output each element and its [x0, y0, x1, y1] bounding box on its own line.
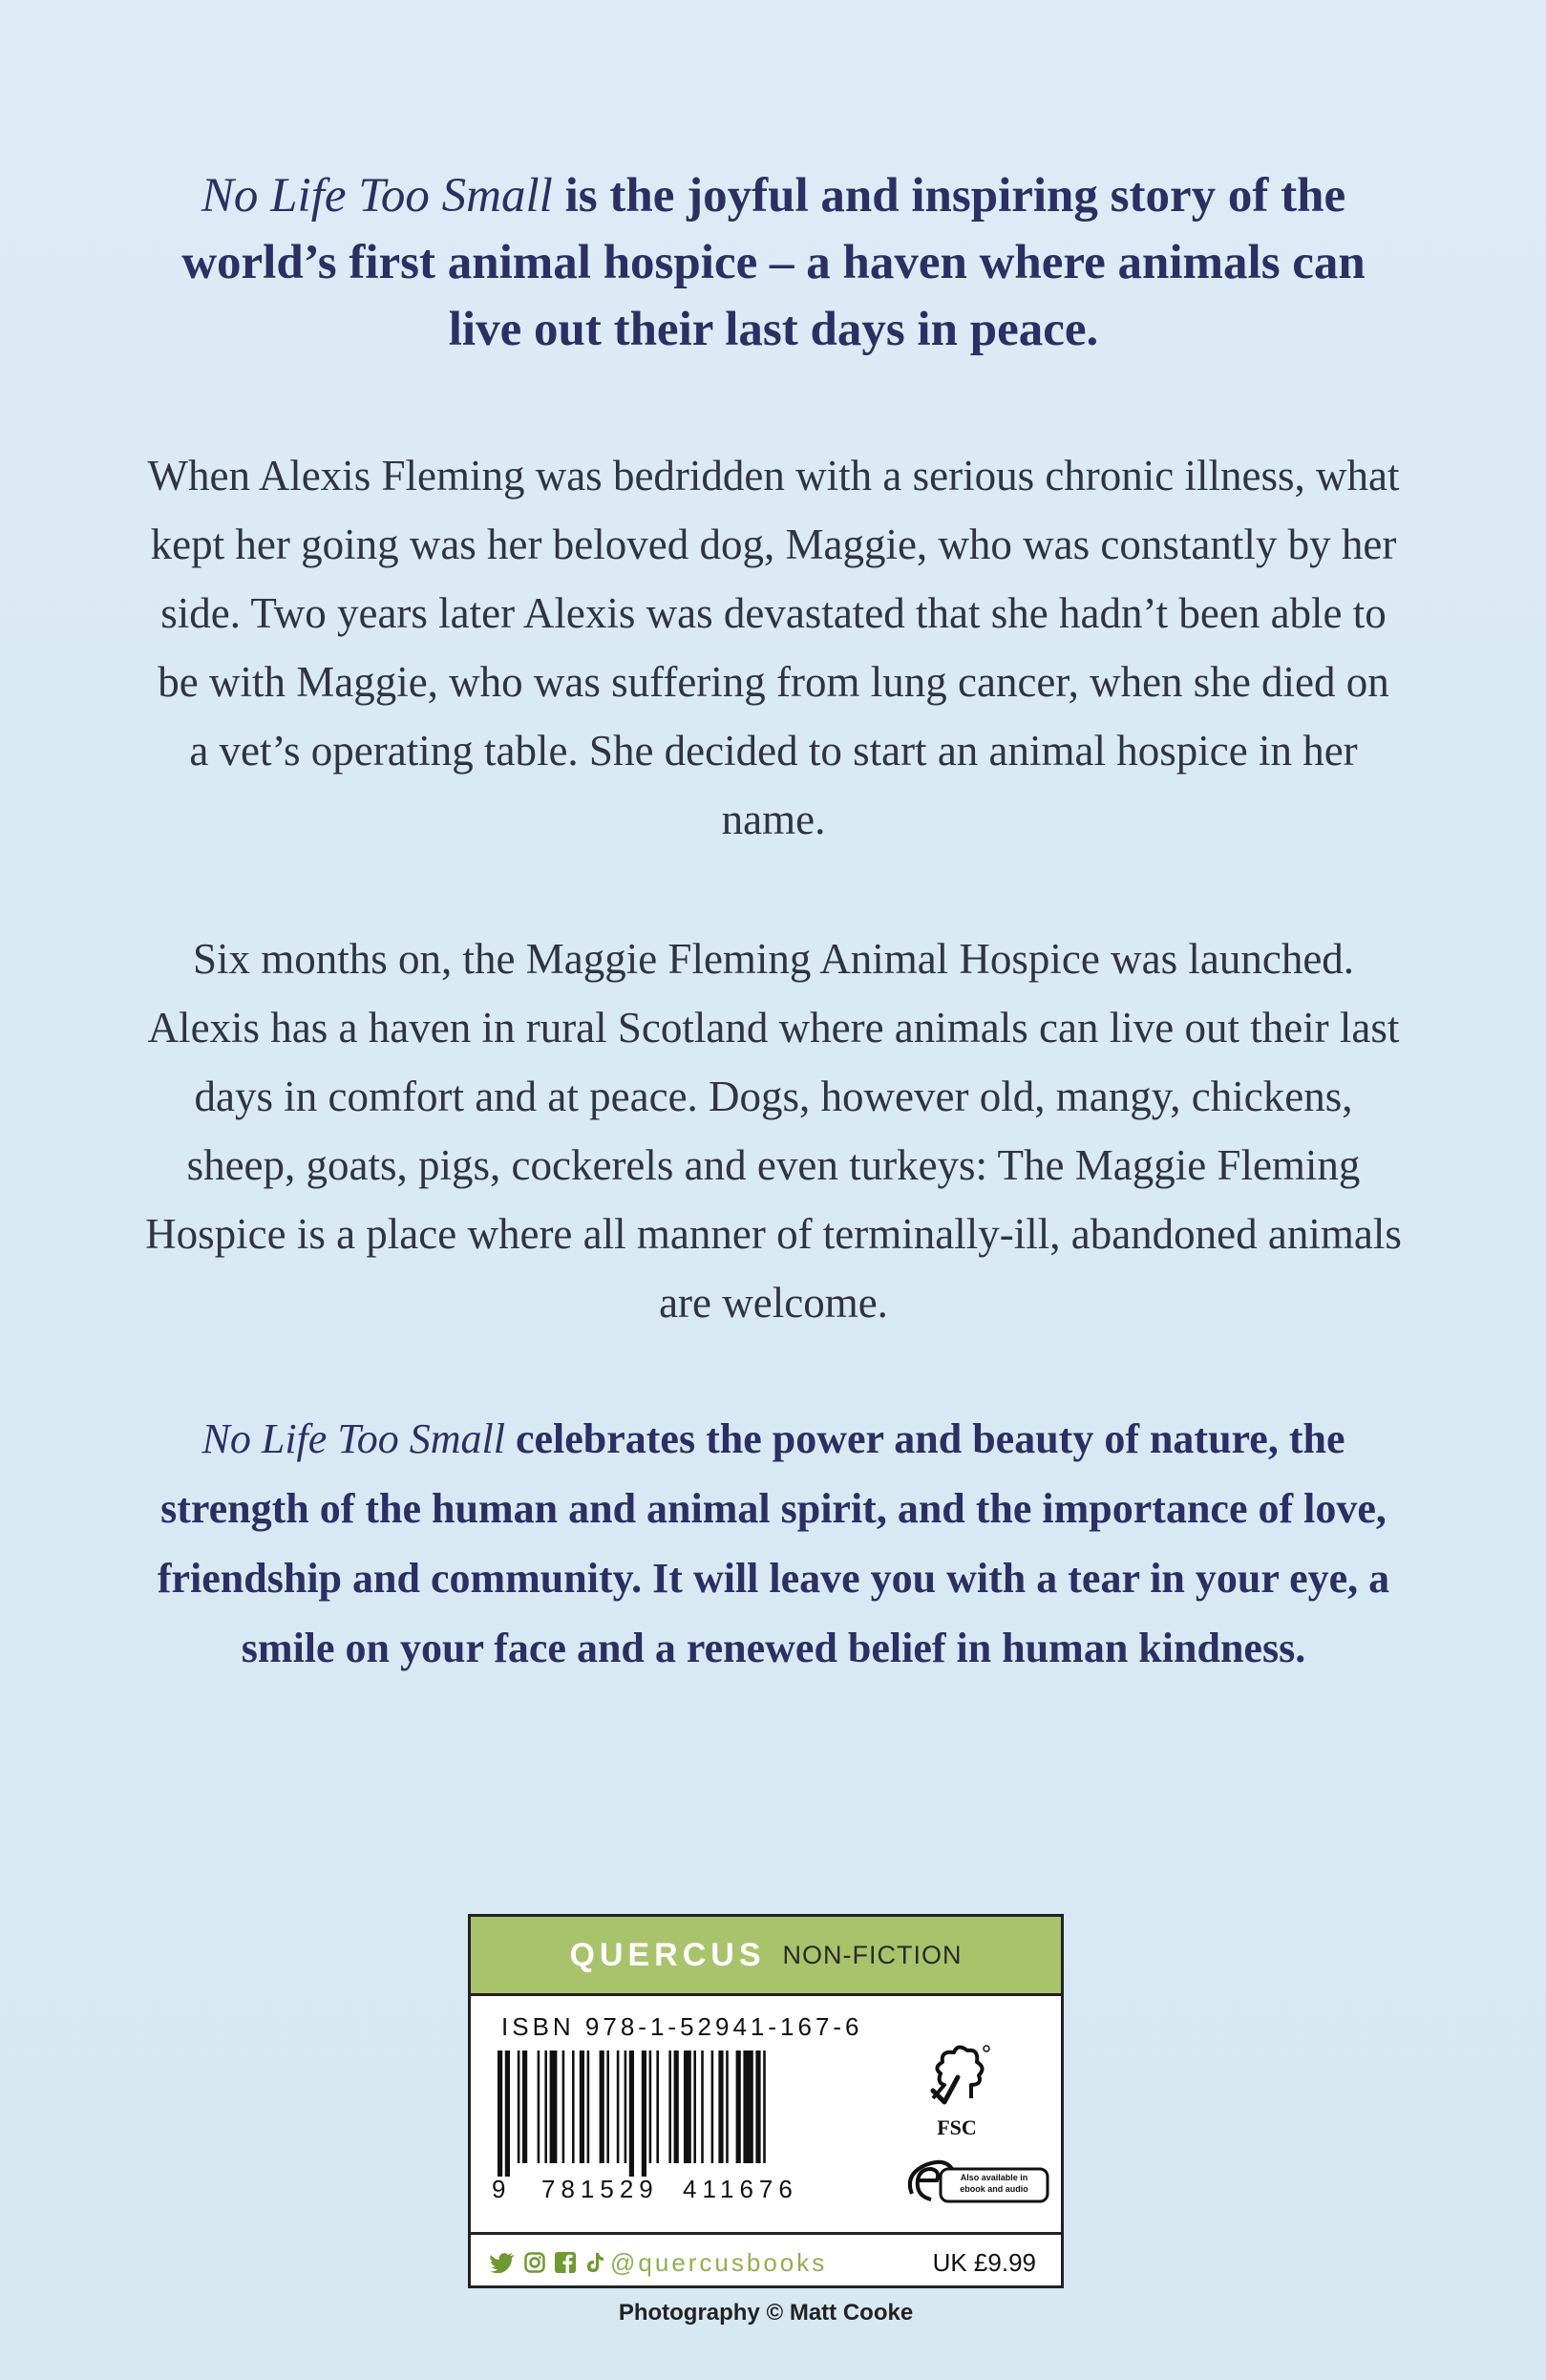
barcode-bar	[684, 2051, 691, 2163]
social-icons	[490, 2251, 604, 2274]
closing-book-title: No Life Too Small	[201, 1415, 505, 1462]
lead-book-title: No Life Too Small	[201, 169, 553, 223]
barcode-bar	[562, 2051, 565, 2163]
barcode-digits-left: 781529	[541, 2175, 659, 2203]
ebook-label	[942, 2172, 1046, 2195]
ebook-label-line2: ebook and audio	[960, 2184, 1028, 2194]
barcode-digit-lead: 9	[492, 2175, 512, 2203]
twitter-icon	[490, 2252, 515, 2273]
barcode-bar	[743, 2051, 752, 2163]
barcode	[496, 2051, 858, 2184]
barcode-bar	[674, 2051, 679, 2163]
barcode-bar	[736, 2051, 741, 2163]
photo-credit: Photography © Matt Cooke	[618, 2300, 914, 2326]
isbn-label: ISBN 978-1-52941-167-6	[501, 2012, 863, 2041]
barcode-bar	[505, 2051, 510, 2177]
barcode-bar	[617, 2051, 620, 2163]
barcode-bar	[544, 2051, 547, 2163]
barcode-bar	[587, 2051, 590, 2163]
barcode-bar	[518, 2051, 520, 2163]
fsc-tree-icon	[920, 2039, 996, 2115]
facebook-icon	[555, 2252, 576, 2273]
lead-text: is the joyful and inspiring story of the world’s first animal hospice – a haven where animals can live out their last days in peace.	[181, 169, 1366, 356]
barcode-bar	[580, 2051, 584, 2163]
barcode-bar	[522, 2051, 527, 2163]
closing-blurb	[143, 1404, 1404, 1683]
barcode-bar	[718, 2051, 723, 2163]
panel-divider	[471, 2232, 1061, 2235]
barcode-bar	[629, 2051, 634, 2177]
barcode-bar	[498, 2051, 502, 2177]
closing-text: celebrates the power and beauty of nature, the strength of the human and animal spirit, and the importance of love, friendship and community. It will leave you with a tear in your eye, a smile on your face and a renewed belief in human kindness.	[157, 1415, 1390, 1671]
lead-blurb	[143, 162, 1404, 363]
barcode-bar	[701, 2051, 704, 2163]
ebook-label-line1: Also available in	[960, 2173, 1028, 2182]
barcode-bar	[600, 2051, 604, 2163]
body-paragraph-1: When Alexis Fleming was bedridden with a serious chronic illness, what kept her going was her beloved dog, Maggie, who was constantly by her side. Two years later Alexis was devastated that she hadn’t been able to be with Maggie, who was suffering from lung cancer, when she died on a vet’s operating table. She decided to start an animal hospice in her name.	[147, 452, 1400, 843]
barcode-bar	[550, 2051, 558, 2163]
barcode-bar	[693, 2051, 696, 2163]
barcode-bar	[625, 2051, 627, 2163]
social-row	[471, 2238, 1061, 2287]
barcode-bar	[606, 2051, 609, 2163]
barcode-bar	[726, 2051, 729, 2163]
barcode-bar	[572, 2051, 575, 2163]
price-label: UK £9.99	[932, 2247, 1036, 2277]
barcode-bar	[668, 2051, 671, 2163]
fsc-label: FSC	[937, 2115, 977, 2139]
barcode-panel	[468, 1914, 1064, 2288]
social-handle: @quercusbooks	[610, 2247, 828, 2277]
barcode-bar	[538, 2051, 540, 2163]
tiktok-icon	[585, 2251, 604, 2274]
barcode-digits-right: 411676	[683, 2175, 798, 2203]
barcode-bar	[755, 2051, 760, 2163]
barcode-bar	[711, 2051, 714, 2163]
barcode-bar	[642, 2051, 646, 2177]
barcode-bar	[649, 2051, 652, 2163]
instagram-icon	[524, 2252, 545, 2273]
barcode-bar	[763, 2051, 766, 2163]
publisher-name: QUERCUS	[569, 1936, 766, 1973]
barcode-bar	[656, 2051, 659, 2163]
body-paragraph-2: Six months on, the Maggie Fleming Animal Hospice was launched. Alexis has a haven in rural Scotland where animals can live out their last days in comfort and at peace. Dogs, however old, mangy, chickens, sheep, goats, pigs, cockerels and even turkeys: The Maggie Fleming Hospice is a place where all manner of terminally-ill, abandoned animals are welcome.	[145, 935, 1402, 1327]
publisher-bar	[471, 1917, 1061, 1996]
series-name: NON-FICTION	[782, 1940, 963, 1969]
